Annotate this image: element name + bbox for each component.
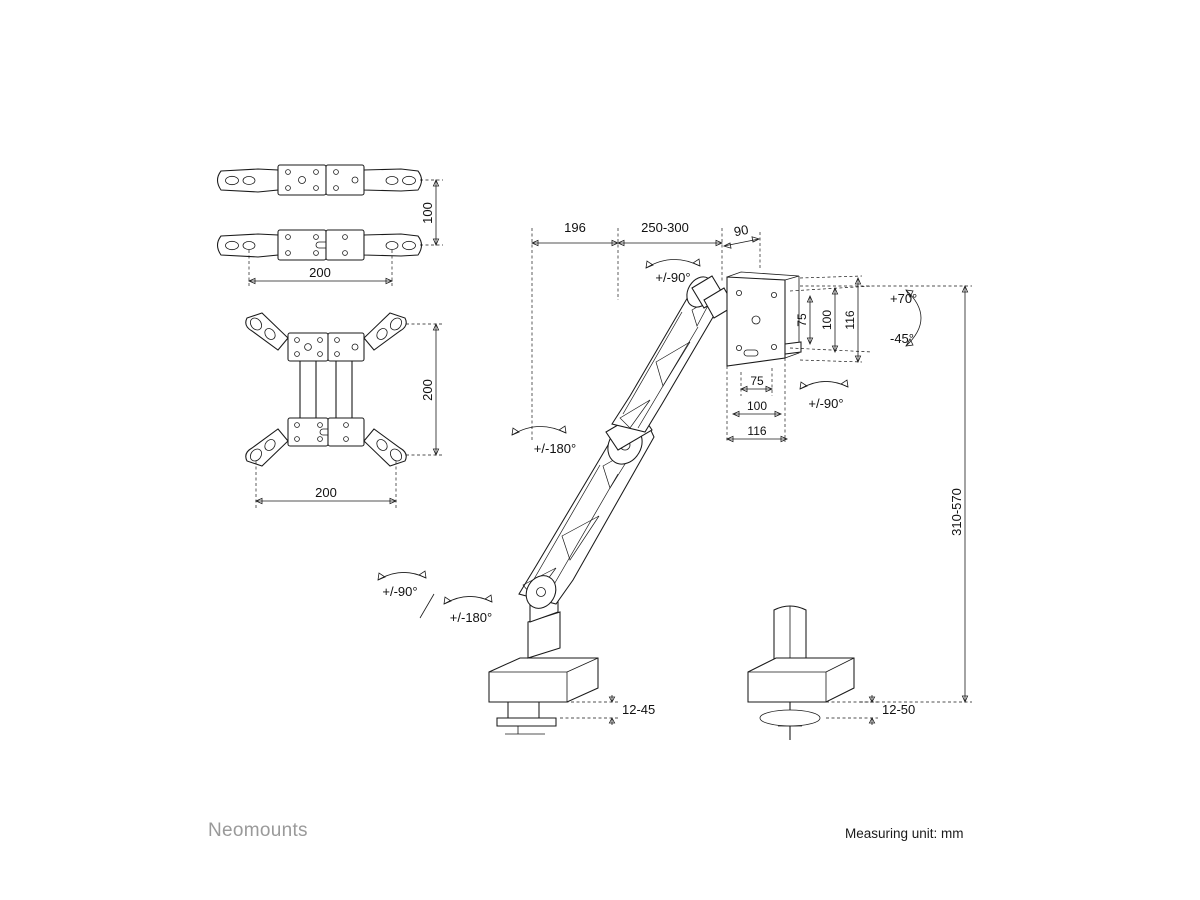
vesa-head-plate <box>727 272 801 366</box>
dim-vesa-bottom-horizontal: 200 <box>315 485 337 500</box>
dim-arm-depth: 90 <box>732 221 750 240</box>
label-base-rotation-1: +/-90° <box>382 584 418 599</box>
dim-grommet-thickness: 12-50 <box>882 702 916 717</box>
dim-plate-116-horizontal: 116 <box>747 424 767 438</box>
label-plate-rotation: +/-90° <box>808 396 844 411</box>
rotation-base-180 <box>444 595 492 625</box>
tilt-range-indicator <box>890 290 921 346</box>
rotation-head-90 <box>646 259 700 285</box>
label-column-rotation: +/-180° <box>533 441 577 456</box>
dim-plate-100-vertical: 100 <box>820 309 834 331</box>
label-base-rotation-2: +/-180° <box>449 610 493 625</box>
desk-clamp-base <box>489 658 598 734</box>
dim-vesa-top-vertical: 100 <box>420 202 435 224</box>
dim-plate-75-horizontal: 75 <box>750 374 764 388</box>
vesa-200x200-diagram <box>246 313 443 508</box>
monitor-arm-assembly <box>378 220 972 734</box>
dim-plate-116-vertical: 116 <box>843 310 857 330</box>
vesa-top-bar <box>218 165 422 195</box>
dim-height-range: 310-570 <box>949 488 964 536</box>
dim-vesa-top-horizontal: 200 <box>309 265 331 280</box>
dim-arm-segment-1: 196 <box>564 220 586 235</box>
rotation-plate-90 <box>800 380 848 411</box>
dim-plate-75-vertical: 75 <box>795 313 809 327</box>
dim-plate-100-horizontal: 100 <box>746 399 768 413</box>
measuring-unit-note: Measuring unit: mm <box>845 826 964 841</box>
grommet-mount <box>748 606 915 740</box>
dim-arm-segment-2: 250-300 <box>641 220 689 235</box>
label-tilt-head: +/-90° <box>655 270 691 285</box>
vesa-200x100-diagram <box>218 165 444 288</box>
label-tilt-up: +70° <box>890 291 918 306</box>
dim-clamp-thickness: 12-45 <box>622 702 656 717</box>
label-tilt-down: -45° <box>890 331 914 346</box>
brand-logo: Neomounts <box>208 820 308 841</box>
rotation-base-90 <box>378 571 426 599</box>
dim-vesa-bottom-vertical: 200 <box>420 379 435 401</box>
vesa-bottom-bar <box>218 230 422 260</box>
rotation-column-180 <box>512 426 576 456</box>
